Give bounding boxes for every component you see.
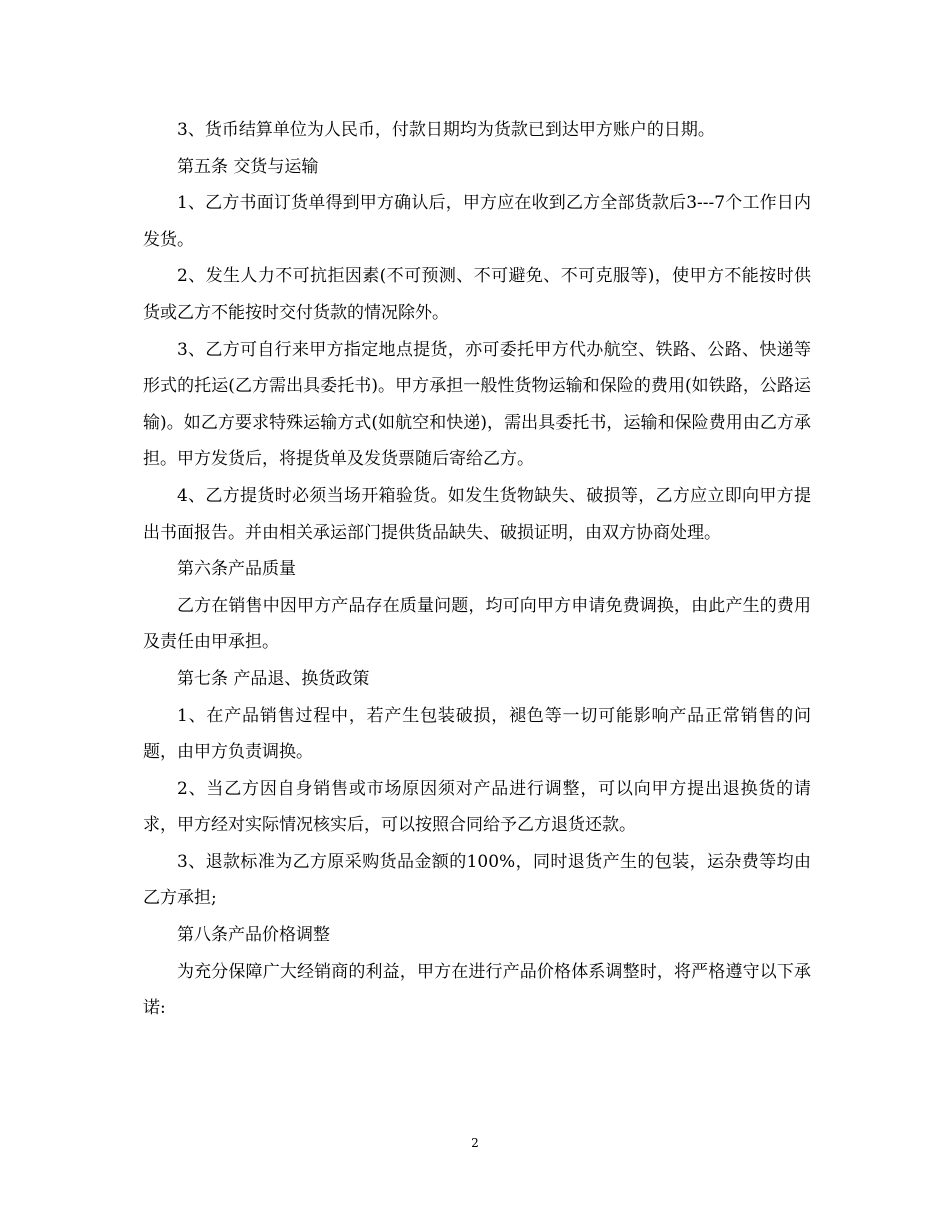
paragraph-return-request: 2、当乙方因自身销售或市场原因须对产品进行调整，可以向甲方提出退换货的请求，甲方经对实际情况核实后，可以按照合同给予乙方退货还款。	[143, 778, 811, 836]
heading-article-8: 第八条产品价格调整	[177, 925, 330, 946]
paragraph-damage-exchange: 1、在产品销售过程中，若产生包装破损，褪色等一切可能影响产品正常销售的问题，由甲方负责调换。	[143, 705, 811, 763]
paragraph-quality: 乙方在销售中因甲方产品存在质量问题，均可向甲方申请免费调换，由此产生的费用及责任由甲承担。	[143, 595, 811, 653]
document-body	[143, 112, 811, 1027]
paragraph-price-commitment: 为充分保障广大经销商的利益，甲方在进行产品价格体系调整时，将严格遵守以下承诺:	[143, 961, 811, 1019]
paragraph-inspection: 4、乙方提货时必须当场开箱验货。如发生货物缺失、破损等，乙方应立即向甲方提出书面报告。并由相关承运部门提供货品缺失、破损证明，由双方协商处理。	[143, 485, 811, 543]
paragraph-shipping-methods: 3、乙方可自行来甲方指定地点提货，亦可委托甲方代办航空、铁路、公路、快递等形式的托运(乙方需出具委托书)。甲方承担一般性货物运输和保险的费用(如铁路，公路运输)。如乙方要求特殊运输方式(如航空和快递)，需出具委托书，运输和保险费用由乙方承担。甲方发货后，将提货单及发货票随后寄给乙方。	[143, 339, 811, 470]
paragraph-delivery-time: 1、乙方书面订货单得到甲方确认后，甲方应在收到乙方全部货款后3---7个工作日内发货。	[143, 193, 811, 250]
paragraph-refund-standard: 3、退款标准为乙方原采购货品金额的100%，同时退货产生的包装，运杂费等均由乙方承担;	[143, 851, 811, 909]
paragraph-payment-date: 3、货币结算单位为人民币，付款日期均为货款已到达甲方账户的日期。	[177, 120, 715, 140]
heading-article-6: 第六条产品质量	[177, 559, 296, 580]
paragraph-force-majeure: 2、发生人力不可抗拒因素(不可预测、不可避免、不可克服等)，使甲方不能按时供货或乙方不能按时交付货款的情况除外。	[143, 266, 811, 323]
page-number: 2	[471, 1136, 479, 1150]
heading-article-7: 第七条 产品退、换货政策	[177, 668, 370, 689]
heading-article-5: 第五条 交货与运输	[177, 156, 319, 177]
